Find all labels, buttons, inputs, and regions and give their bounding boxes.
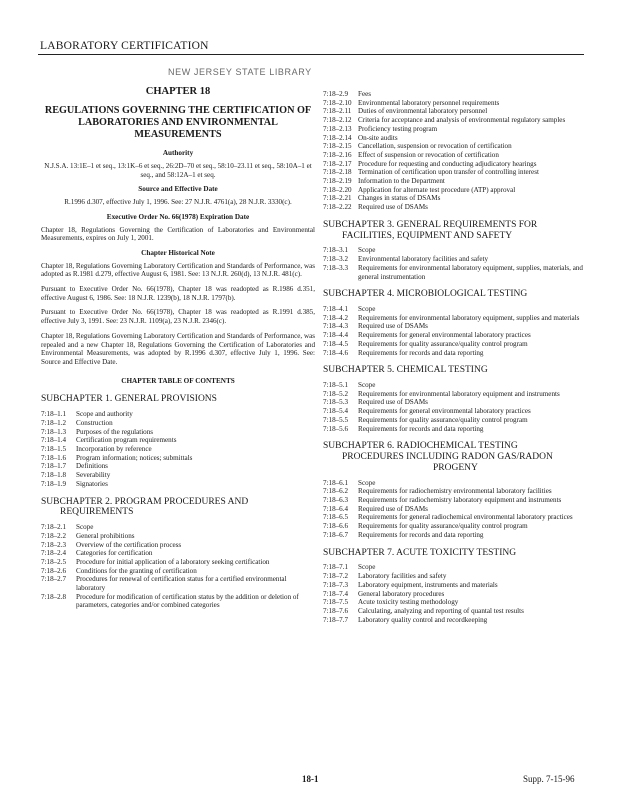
section-title: Required use of DSAMs [358, 322, 428, 331]
subchapter-4-list [323, 305, 589, 357]
toc-entry [41, 480, 315, 489]
authority-heading: Authority [162, 149, 194, 158]
toc-entry [323, 340, 589, 349]
subchapter-5-title: SUBCHAPTER 5. CHEMICAL TESTING [323, 365, 488, 376]
eo-heading: Executive Order No. 66(1978) Expiration Date [106, 212, 250, 221]
header-rule [38, 54, 584, 55]
section-number: 7:18–2.16 [323, 150, 352, 159]
toc-entry [323, 264, 589, 281]
historical-note-heading: Chapter Historical Note [141, 248, 215, 257]
section-title: Incorporation by reference [76, 444, 152, 453]
section-number: 7:18–4.2 [323, 313, 349, 322]
section-number: 7:18–7.7 [323, 615, 349, 624]
toc-entry [323, 572, 589, 581]
section-number: 7:18–4.4 [323, 331, 349, 340]
toc-entry [323, 246, 589, 255]
section-number: 7:18–4.5 [323, 339, 349, 348]
source-heading: Source and Effective Date [138, 185, 218, 194]
section-number: 7:18–6.7 [323, 530, 349, 539]
section-number: 7:18–5.5 [323, 415, 349, 424]
toc-entry [41, 454, 315, 463]
section-title: Requirements for environmental laboratory equipment, supplies, materials, and general instrumentation [358, 263, 583, 281]
section-title: Scope [358, 305, 376, 314]
section-title: Requirements for records and data reporting [358, 348, 484, 357]
section-number: 7:18–1.5 [41, 444, 67, 453]
section-title: Requirements for records and data reporting [358, 424, 484, 433]
toc-entry [323, 331, 589, 340]
section-title: Application for alternate test procedure (ATP) approval [358, 185, 516, 194]
section-number: 7:18–5.6 [323, 424, 349, 433]
subchapter-3-list [323, 246, 589, 281]
section-title: Scope [358, 381, 376, 390]
section-title: General prohibitions [76, 531, 135, 540]
section-title: Acute toxicity testing methodology [358, 598, 459, 607]
subchapter-7-list [323, 563, 589, 624]
section-number: 7:18–7.4 [323, 589, 349, 598]
toc-entry [323, 305, 589, 314]
section-title: Effect of suspension or revocation of certification [358, 150, 499, 159]
section-number: 7:18–1.4 [41, 436, 67, 445]
section-number: 7:18–6.3 [323, 496, 349, 505]
section-number: 7:18–2.2 [41, 531, 67, 540]
section-title: Conditions for the granting of certification [76, 566, 197, 575]
toc-entry [323, 349, 589, 358]
toc-entry [323, 107, 589, 116]
toc-entry [323, 125, 589, 134]
toc-entry [323, 479, 589, 488]
section-number: 7:18–2.14 [323, 133, 352, 142]
section-number: 7:18–3.1 [323, 246, 349, 255]
section-number: 7:18–5.4 [323, 407, 349, 416]
toc-entry [41, 471, 315, 480]
subchapter-2-list [41, 523, 315, 610]
section-title: Requirements for quality assurance/quality control program [358, 415, 528, 424]
section-title: Requirements for radiochemistry laboratory equipment and instruments [358, 496, 562, 505]
section-title: Information to the Department [358, 177, 445, 186]
toc-entry [323, 487, 589, 496]
toc-entry [323, 398, 589, 407]
section-number: 7:18–2.4 [41, 549, 67, 558]
section-title: Required use of DSAMs [358, 398, 428, 407]
historical-para: Chapter 18, Regulations Governing Laboratory Certification and Standards of Performance, was adopted as R.1981 d.279, effective August 6, 1981. See: 13 N.J.R. 260(d), 13 N.J.R. 481(c). [41, 261, 315, 279]
toc-entry [323, 151, 589, 160]
toc-entry [323, 314, 589, 323]
section-number: 7:18–6.4 [323, 504, 349, 513]
section-number: 7:18–5.2 [323, 389, 349, 398]
toc-entry [323, 522, 589, 531]
section-title: Construction [76, 418, 113, 427]
toc-entry [323, 513, 589, 522]
section-title: Cancellation, suspension or revocation of certification [358, 142, 512, 151]
toc-entry [323, 186, 589, 195]
toc-entry [323, 496, 589, 505]
toc-entry [41, 532, 315, 541]
subchapter-2-list-continued [323, 90, 589, 212]
section-number: 7:18–2.18 [323, 168, 352, 177]
section-title: Scope [358, 478, 376, 487]
section-title: Requirements for general environmental laboratory practices [358, 331, 531, 340]
section-number: 7:18–2.13 [323, 124, 352, 133]
toc-entry [41, 541, 315, 550]
section-number: 7:18–4.1 [323, 305, 349, 314]
toc-entry [323, 598, 589, 607]
section-title: Definitions [76, 462, 108, 471]
section-title: Procedures for renewal of certification status for a certified environmental laboratory [76, 575, 287, 593]
section-title: Calculating, analyzing and reporting of quantal test results [358, 606, 524, 615]
chapter-number: CHAPTER 18 [145, 86, 211, 97]
section-title: Requirements for records and data reporting [358, 530, 484, 539]
section-number: 7:18–7.5 [323, 598, 349, 607]
section-number: 7:18–7.6 [323, 606, 349, 615]
toc-entry [323, 142, 589, 151]
section-title: Certification program requirements [76, 436, 177, 445]
section-number: 7:18–3.2 [323, 255, 349, 264]
toc-entry [323, 168, 589, 177]
chapter-title: REGULATIONS GOVERNING THE CERTIFICATION OF LABORATORIES AND ENVIRONMENTAL MEASUREMENTS [44, 104, 312, 141]
section-number: 7:18–4.6 [323, 348, 349, 357]
running-header: LABORATORY CERTIFICATION [40, 40, 209, 52]
section-number: 7:18–2.21 [323, 194, 352, 203]
right-column [323, 90, 589, 624]
toc-entry [323, 160, 589, 169]
historical-para: Pursuant to Executive Order No. 66(1978), Chapter 18 was readopted as R.1991 d.385, effective July 3, 1991. See: 23 N.J.R. 1109(a), 23 N.J.R. 2346(c). [41, 308, 315, 326]
section-title: Laboratory equipment, instruments and materials [358, 580, 498, 589]
page-number: 18-1 [302, 774, 319, 784]
section-number: 7:18–2.9 [323, 90, 349, 98]
toc-entry [323, 531, 589, 540]
section-title: Criteria for acceptance and analysis of environmental regulatory samples [358, 116, 566, 125]
section-title: Termination of certification upon transfer of controlling interest [358, 168, 539, 177]
toc-entry [41, 410, 315, 419]
section-title: Requirements for general environmental laboratory practices [358, 407, 531, 416]
toc-heading: CHAPTER TABLE OF CONTENTS [121, 376, 235, 385]
toc-entry [41, 428, 315, 437]
section-title: Fees [358, 90, 372, 98]
section-title: Changes in status of DSAMs [358, 194, 441, 203]
section-title: Procedure for initial application of a laboratory seeking certification [76, 557, 270, 566]
section-number: 7:18–1.3 [41, 427, 67, 436]
subchapter-1-list [41, 410, 315, 488]
toc-entry [41, 593, 315, 610]
section-title: Requirements for environmental laboratory equipment, supplies and materials [358, 313, 580, 322]
section-title: Signatories [76, 479, 108, 488]
toc-entry [323, 99, 589, 108]
section-title: Severability [76, 471, 111, 480]
section-number: 7:18–6.5 [323, 513, 349, 522]
section-number: 7:18–2.8 [41, 592, 67, 601]
section-title: Proficiency testing program [358, 124, 438, 133]
section-title: Scope [358, 563, 376, 572]
section-title: Laboratory quality control and recordkeeping [358, 615, 488, 624]
library-stamp: NEW JERSEY STATE LIBRARY [168, 67, 312, 77]
toc-entry [41, 523, 315, 532]
section-number: 7:18–2.17 [323, 159, 352, 168]
toc-entry [323, 194, 589, 203]
section-title: Requirements for quality assurance/quality control program [358, 522, 528, 531]
toc-entry [323, 90, 589, 99]
supplement-date: Supp. 7-15-96 [523, 774, 575, 784]
section-title: Procedure for requesting and conducting adjudicatory hearings [358, 159, 537, 168]
section-number: 7:18–1.2 [41, 418, 67, 427]
section-number: 7:18–1.1 [41, 410, 67, 419]
section-number: 7:18–2.19 [323, 177, 352, 186]
section-number: 7:18–6.6 [323, 522, 349, 531]
section-title: Required use of DSAMs [358, 203, 428, 212]
toc-entry [323, 505, 589, 514]
toc-entry [323, 381, 589, 390]
eo-text: Chapter 18, Regulations Governing the Certification of Laboratories and Environmental Measurements, expires on July 1, 2001. [41, 225, 315, 243]
historical-para: Chapter 18, Regulations Governing Laboratory Certification and Standards of Performance, was repealed and a new Chapter 18, Regulations Governing the Certification of Laboratories and Environmental Measurements, was adopted by R.1996 d.307, effective July 1, 1996. See: Source and Effective Date. [41, 331, 315, 366]
section-number: 7:18–7.2 [323, 572, 349, 581]
section-title: Requirements for quality assurance/quality control program [358, 339, 528, 348]
subchapter-4-title: SUBCHAPTER 4. MICROBIOLOGICAL TESTING [323, 289, 528, 300]
section-title: Requirements for radiochemistry environmental laboratory facilities [358, 487, 552, 496]
section-title: Requirements for environmental laboratory equipment and instruments [358, 389, 560, 398]
section-title: Purposes of the regulations [76, 427, 154, 436]
toc-entry [41, 549, 315, 558]
section-title: Scope [358, 246, 376, 255]
toc-entry [323, 177, 589, 186]
section-number: 7:18–2.20 [323, 185, 352, 194]
section-number: 7:18–2.22 [323, 203, 352, 212]
toc-entry [323, 203, 589, 212]
section-title: Required use of DSAMs [358, 504, 428, 513]
subchapter-6-title: SUBCHAPTER 6. RADIOCHEMICAL TESTING PROCEDURES INCLUDING RADON GAS/RADON PROGENY [323, 441, 553, 473]
section-number: 7:18–6.2 [323, 487, 349, 496]
subchapter-2-title: SUBCHAPTER 2. PROGRAM PROCEDURES AND REQUIREMENTS [41, 496, 249, 518]
section-number: 7:18–4.3 [323, 322, 349, 331]
source-text: R.1996 d.307, effective July 1, 1996. See: 27 N.J.R. 4761(a), 28 N.J.R. 3330(c). [64, 198, 292, 207]
section-title: Environmental laboratory personnel requirements [358, 98, 500, 107]
toc-entry [323, 134, 589, 143]
section-title: Procedure for modification of certification status by the addition or deletion of parameters, categories and/or combined categories [76, 592, 299, 610]
section-title: General laboratory procedures [358, 589, 445, 598]
section-title: Requirements for general radiochemical environmental laboratory practices [358, 513, 573, 522]
section-number: 7:18–2.7 [41, 575, 67, 584]
section-number: 7:18–1.6 [41, 453, 67, 462]
toc-entry [41, 419, 315, 428]
toc-entry [323, 425, 589, 434]
subchapter-7-title: SUBCHAPTER 7. ACUTE TOXICITY TESTING [323, 547, 517, 558]
toc-entry [323, 322, 589, 331]
section-number: 7:18–5.1 [323, 381, 349, 390]
toc-entry [323, 416, 589, 425]
toc-entry [41, 575, 315, 592]
section-title: Scope [76, 523, 94, 532]
section-title: Duties of environmental laboratory personnel [358, 107, 488, 116]
toc-entry [323, 607, 589, 616]
subchapter-1-title: SUBCHAPTER 1. GENERAL PROVISIONS [41, 394, 217, 405]
toc-entry [41, 567, 315, 576]
section-number: 7:18–2.1 [41, 523, 67, 532]
toc-entry [323, 581, 589, 590]
section-title: Environmental laboratory facilities and safety [358, 255, 489, 264]
toc-entry [323, 616, 589, 625]
authority-text: N.J.S.A. 13:1E–1 et seq., 13:1K–6 et seq., 26:2D–70 et seq., 58:10–23.11 et seq., 58:10A–1 et seq., and 58:12A–1 et seq. [44, 162, 312, 179]
toc-entry [323, 407, 589, 416]
section-number: 7:18–1.8 [41, 471, 67, 480]
toc-entry [323, 590, 589, 599]
section-title: On-site audits [358, 133, 398, 142]
toc-entry [323, 390, 589, 399]
toc-entry [323, 116, 589, 125]
section-number: 7:18–2.12 [323, 116, 352, 125]
section-number: 7:18–7.3 [323, 580, 349, 589]
section-number: 7:18–7.1 [323, 563, 349, 572]
toc-entry [323, 255, 589, 264]
section-number: 7:18–2.11 [323, 107, 352, 116]
section-number: 7:18–3.3 [323, 263, 349, 272]
subchapter-6-list [323, 479, 589, 540]
toc-entry [41, 558, 315, 567]
subchapter-5-list [323, 381, 589, 433]
section-number: 7:18–2.3 [41, 540, 67, 549]
section-number: 7:18–1.9 [41, 479, 67, 488]
section-title: Categories for certification [76, 549, 153, 558]
historical-para: Pursuant to Executive Order No. 66(1978), Chapter 18 was readopted as R.1986 d.351, effective August 6, 1986. See: 18 N.J.R. 1239(b), 18 N.J.R. 1797(b). [41, 285, 315, 302]
subchapter-3-title: SUBCHAPTER 3. GENERAL REQUIREMENTS FOR FACILITIES, EQUIPMENT AND SAFETY [323, 219, 538, 241]
toc-entry [41, 462, 315, 471]
section-title: Laboratory facilities and safety [358, 572, 447, 581]
section-number: 7:18–2.10 [323, 98, 352, 107]
section-title: Overview of the certification process [76, 540, 182, 549]
toc-entry [323, 563, 589, 572]
section-number: 7:18–6.1 [323, 478, 349, 487]
left-column [41, 88, 315, 610]
section-number: 7:18–2.15 [323, 142, 352, 151]
section-title: Scope and authority [76, 410, 133, 419]
toc-entry [41, 445, 315, 454]
toc-entry [41, 436, 315, 445]
section-number: 7:18–2.6 [41, 566, 67, 575]
section-number: 7:18–1.7 [41, 462, 67, 471]
section-number: 7:18–2.5 [41, 557, 67, 566]
section-title: Program information; notices; submittals [76, 453, 193, 462]
section-number: 7:18–5.3 [323, 398, 349, 407]
